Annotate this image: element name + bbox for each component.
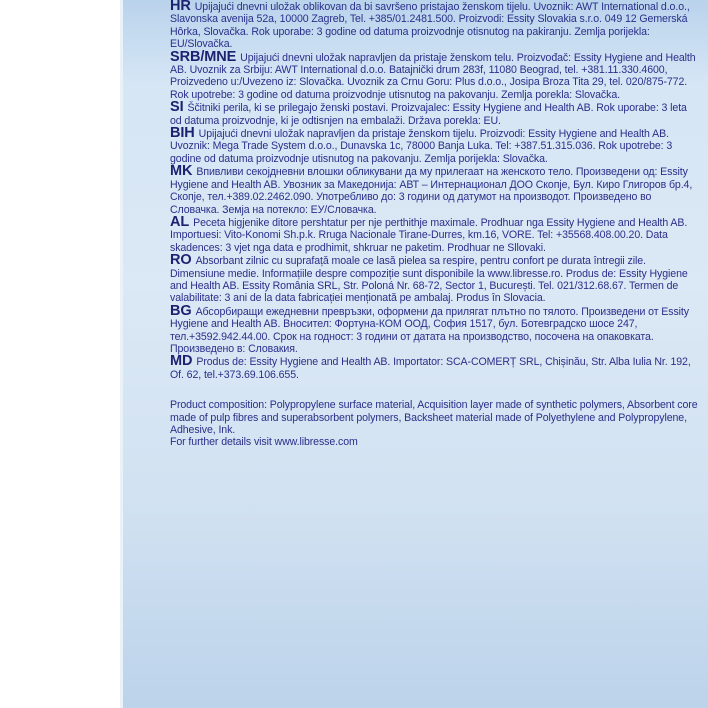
- country-code: SI: [170, 99, 184, 116]
- entry-bg: [170, 302, 698, 356]
- entry-text: Peceta higjenike ditore pershtatur per nje perthithje maximale. Prodhuar nga Essity Hygiene and Health AB. Importuesi: Vito-Konomi Sh.p.k. Rruga Nacionale Tirane-Durres, km.16, VORE. Tel: +35568.408.00.20. Data skadences: 3 vjet nga data e prodhimit, shkruar ne paketim. Prodhuar ne Sllovaki.: [170, 216, 688, 254]
- country-code: BIH: [170, 125, 195, 142]
- entry-text: Upijajući dnevni uložak napravljen da pristaje ženskom telu. Proizvođač: Essity Hygiene and Health AB. Uvoznik za Srbiju: AWT International d.o.o. Batajnički drum 283f, 11080 Beograd, tel. +381.11.330.4600, Proizvedeno u:/Uvezeno iz: Slovačka. Uvoznik za Crnu Goru: Plus d.o.o., Josipa Broza Tita 29, tel. 020/875-772. Rok upotrebe: 3 godine od datuma proizvodnje utisnutog na pakovanju. Zemlja porekla: Slovačka.: [170, 51, 696, 101]
- entry-md: [170, 355, 698, 381]
- entry-text: Впивливи секојдневни влошки обликувани да му прилегаат на женското тело. Произведени од: Essity Hygiene and Health AB. Увозник за Македонија: АВТ – Интернационал ДОО Скопје, Бул. Киро Глигоров бр.4, Скопје, тел.+389.02.2462.090. Употребливо до: 3 години од датумот на производот. Произведено во Словачка. Земја на потекло: ЕУ/Словачка.: [170, 166, 693, 216]
- entry-hr: [170, 0, 698, 51]
- country-code: RO: [170, 252, 192, 269]
- entry-text: Upijajući dnevni uložak napravljen da pristaje ženskom tijelu. Proizvodi: Essity Hygiene and Health AB. Uvoznik: Mega Trade System d.o.o., Dunavska 1c, 78000 Banja Luka. Tel: +387.51.315.036. Rok upotrebe: 3 godine od datuma proizvodnje utisnutog na pakovanju. Zemlja porijekla: Slovačka.: [170, 128, 673, 165]
- entry-text: Produs de: Essity Hygiene and Health AB. Importator: SCA-COMERȚ SRL, Chișinău, Str. Alba Iulia Nr. 192, Of. 62, tel.+373.69.106.655.: [170, 356, 691, 381]
- entry-text: Upijajući dnevni uložak oblikovan da bi savršeno pristajao ženskom tijelu. Uvoznik: AWT International d.o.o., Slavonska avenija 52a, 10000 Zagreb, Tel. +385/01.2481.500. Proizvodi: Essity Slovakia s.r.o. 049 12 Gemerská Hôrka, Slovačka. Rok uporabe: 3 godine od datuma proizvodnje otisnutog na pakiranju. Zemlja porijekla: EU/Slovačka.: [170, 1, 690, 51]
- label-text-area: [170, 0, 698, 449]
- entry-text: Absorbant zilnic cu suprafață moale ce lasă pielea sa respire, pentru confort pe durata întregii zile. Dimensiune medie. Informațiile despre compoziție sunt disponibile la www.libresse.ro. Produs de: Essity Hygiene and Health AB. Essity România SRL, Str. Poloná Nr. 68-72, Sector 1, București. Tel. 021/312.68.67. Termen de valabilitate: 3 ani de la data fabricației menționată pe ambalaj. Produs în Slovacia.: [170, 255, 688, 305]
- further-details: For further details visit www.libresse.com: [170, 436, 358, 449]
- entry-bih: [170, 127, 698, 165]
- country-code: AL: [170, 213, 190, 230]
- country-code: MK: [170, 163, 193, 180]
- entry-si: [170, 101, 698, 127]
- country-code: MD: [170, 353, 193, 370]
- entry-text: Ščitniki perila, ki se prilegajo ženski postavi. Proizvajalec: Essity Hygiene and Health AB. Rok uporabe: 3 leta od datuma proizvodnje, ki je odtisnjen na embalaži. Država porekla: EU.: [170, 102, 687, 127]
- country-code: BG: [170, 302, 192, 319]
- entry-text: Абсорбиращи ежедневни превръзки, оформени да прилягат плътно по тялото. Произведени от Essity Hygiene and Health AB. Вносител: Фортуна-КОМ ООД, София 1517, бул. Ботевградско шосе 247, тел.+3592.942.44.00. Срок на годност: 3 години от датата на производство, посочена на опаковката. Произведено в: Словакия.: [170, 305, 689, 355]
- product-composition: Product composition: Polypropylene surface material, Acquisition layer made of synthetic polymers, Absorbent core made of pulp fibres and superabsorbent polymers, Backsheet material made of Polyethylene and Polypropylene, Adhesive, Ink.: [170, 399, 698, 436]
- entry-ro: [170, 254, 698, 305]
- entry-al: [170, 213, 698, 254]
- country-code: HR: [170, 0, 191, 14]
- country-code: SRB/MNE: [170, 48, 237, 65]
- entry-mk: [170, 165, 698, 216]
- entry-srb-mne: [170, 48, 698, 102]
